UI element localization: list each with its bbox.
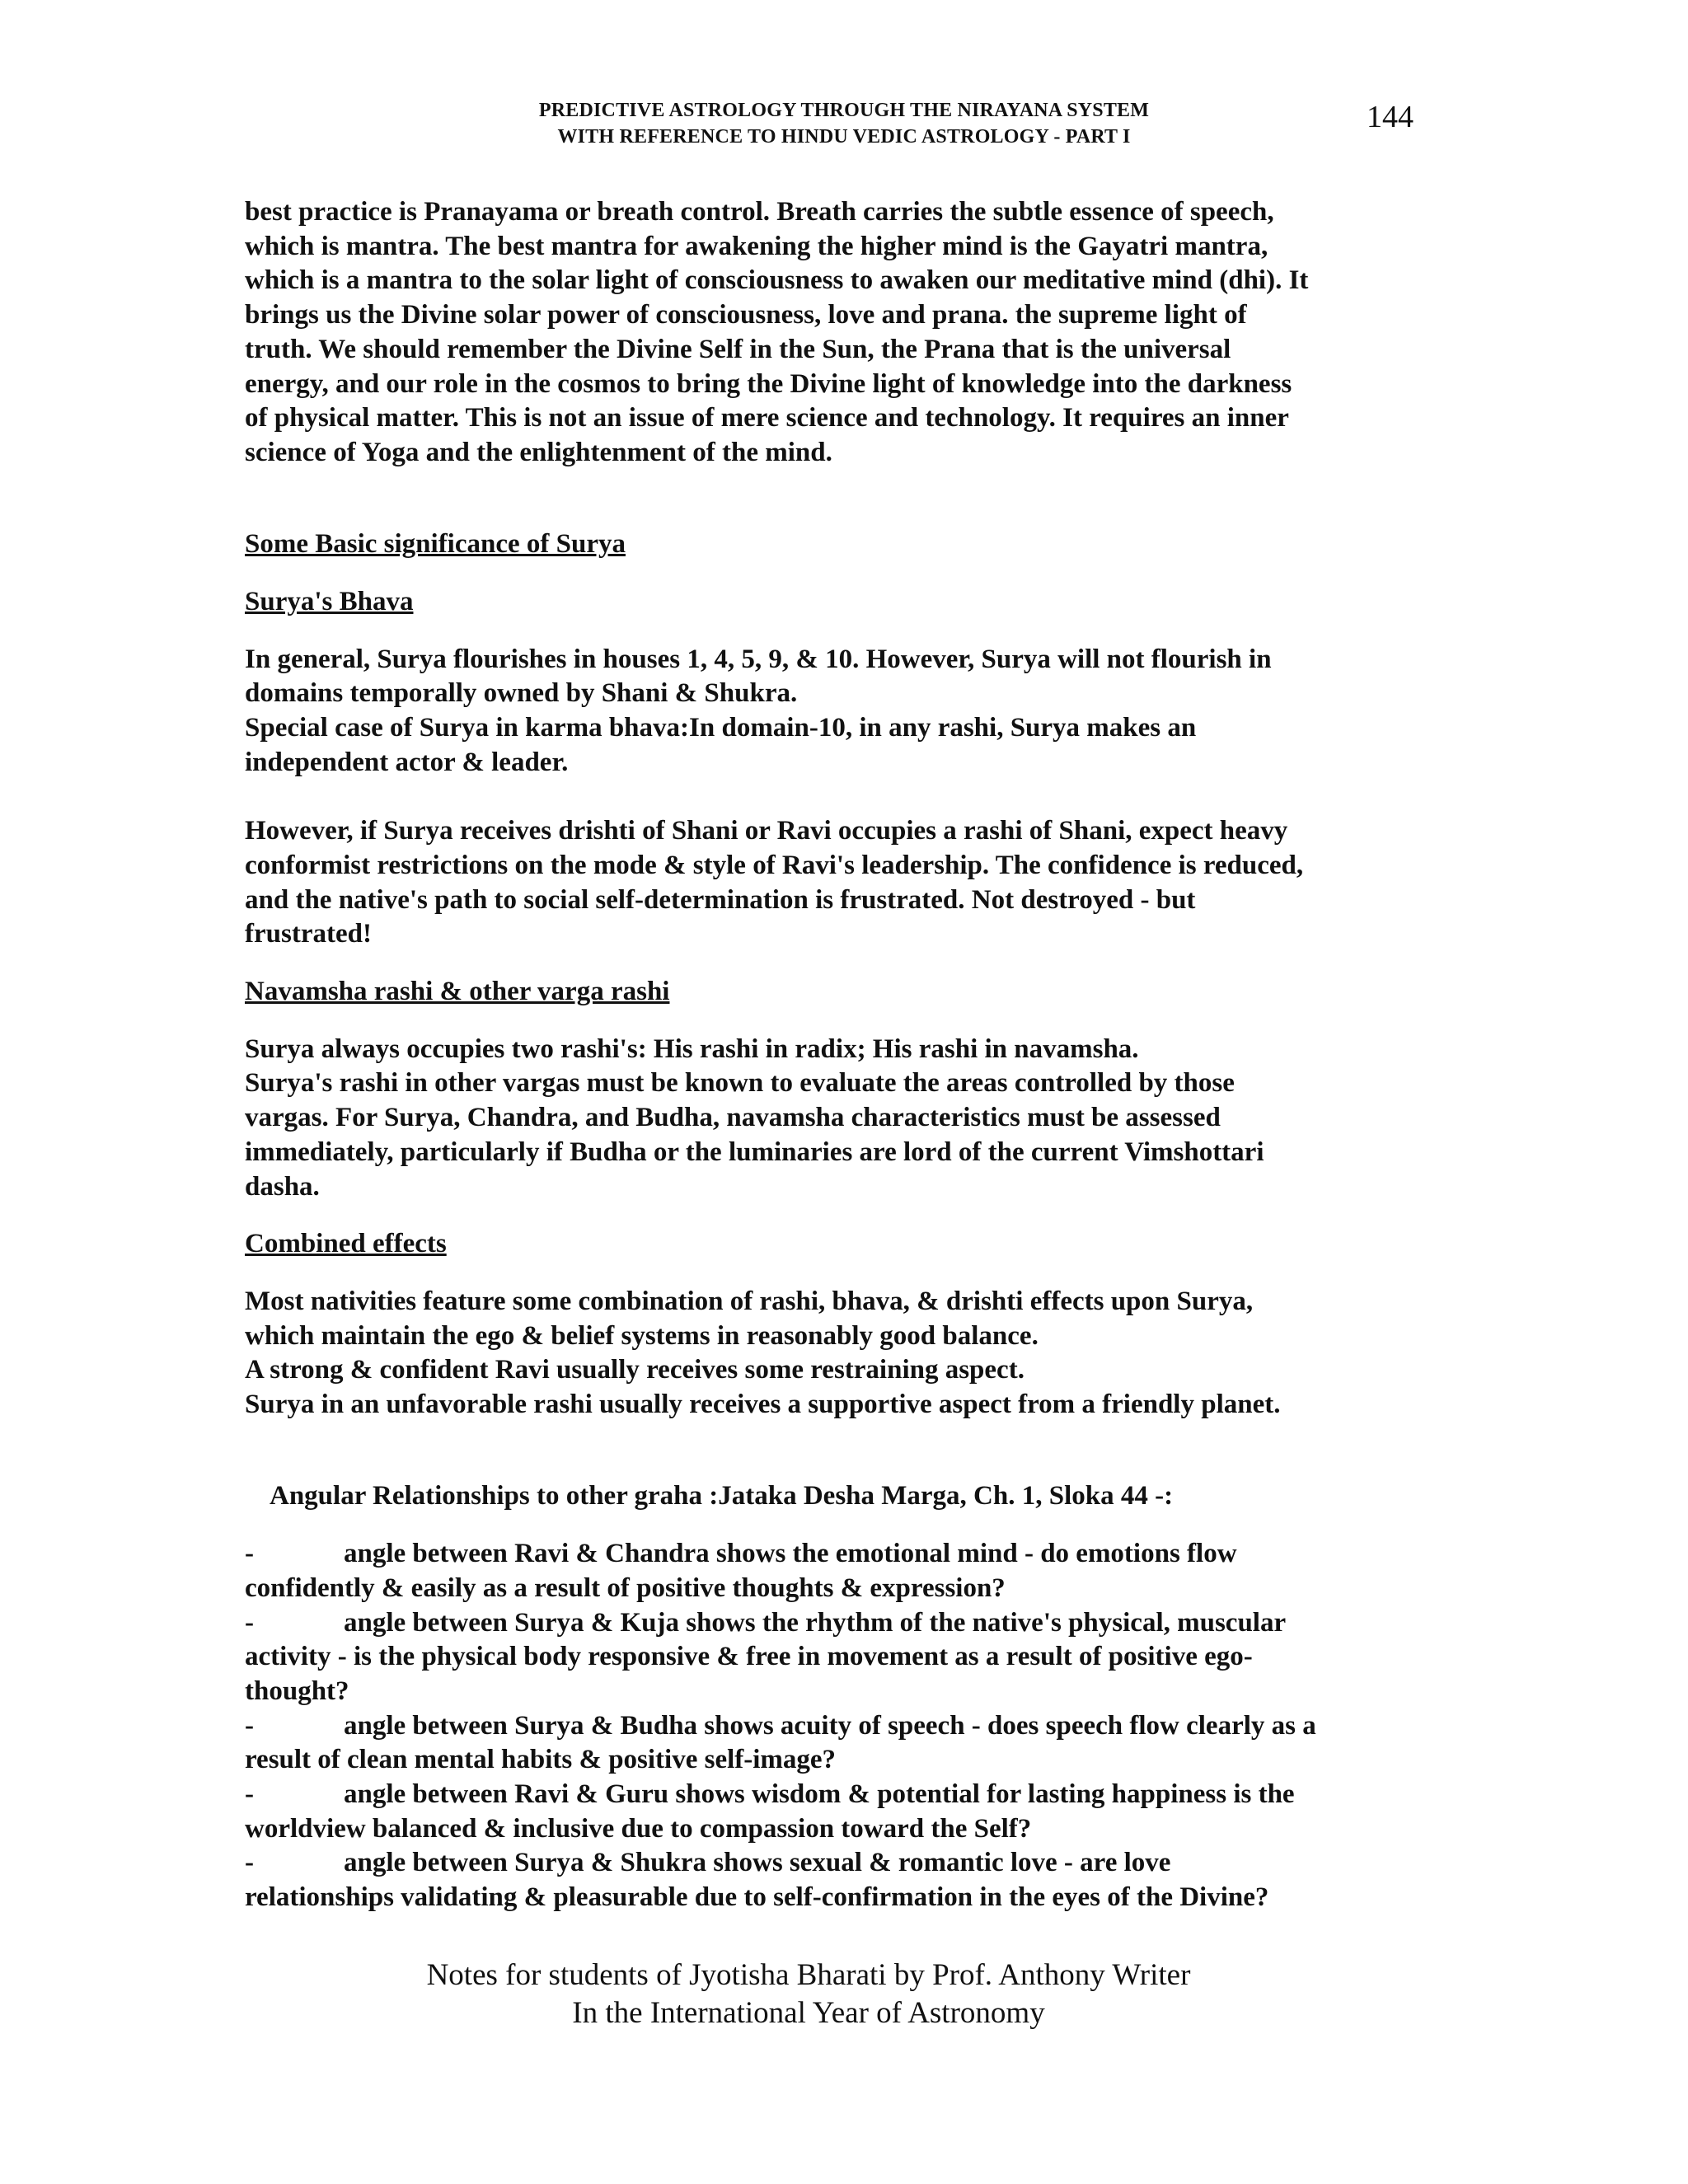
text-line: Surya always occupies two rashi's: His rashi in radix; His rashi in navamsha. — [245, 1033, 1139, 1064]
header-title-line-1: PREDICTIVE ASTROLOGY THROUGH THE NIRAYANA SYSTEM — [538, 100, 1150, 121]
text-line: In general, Surya flourishes in houses 1, 4, 5, 9, & 10. However, Surya will not flourish in — [245, 644, 1272, 674]
list-dash: - — [245, 1710, 254, 1741]
text-line: energy, and our role in the cosmos to bring the Divine light of knowledge into the darkness — [245, 368, 1292, 399]
text-line: domains temporally owned by Shani & Shukra. — [245, 678, 798, 709]
spacer — [245, 1514, 1432, 1537]
list-item — [245, 1778, 1432, 1846]
text-line: truth. We should remember the Divine Self in the Sun, the Prana that is the universal — [245, 334, 1231, 364]
text-line: which maintain the ego & belief systems in reasonably good balance. — [245, 1320, 1039, 1351]
list-item-first-line — [245, 1606, 1432, 1641]
page-number: 144 — [1367, 100, 1414, 134]
text-line: Special case of Surya in karma bhava:In domain-10, in any rashi, Surya makes an — [245, 713, 1197, 743]
text-line: vargas. For Surya, Chandra, and Budha, navamsha characteristics must be assessed — [245, 1103, 1221, 1133]
section-heading-basic-significance: Some Basic significance of Surya — [245, 529, 626, 560]
spacer — [245, 471, 1432, 505]
header-title-line-2: WITH REFERENCE TO HINDU VEDIC ASTROLOGY - PART I — [557, 126, 1131, 148]
text-line: independent actor & leader. — [245, 747, 569, 777]
list-dash: - — [245, 1539, 254, 1569]
bhava-paragraph-1 — [245, 643, 1432, 780]
spacer — [245, 1422, 1432, 1457]
text-line: dasha. — [245, 1171, 320, 1202]
list-item-text: angle between Ravi & Guru shows wisdom & potential for lasting happiness is the — [344, 1779, 1295, 1810]
spacer — [245, 620, 1432, 643]
spacer — [245, 1010, 1432, 1033]
page-body — [245, 195, 1432, 1915]
list-item — [245, 1709, 1432, 1778]
list-dash: - — [245, 1848, 254, 1878]
text-line: frustrated! — [245, 919, 372, 949]
text-line: immediately, particularly if Budha or the luminaries are lord of the current Vimshottari — [245, 1137, 1264, 1167]
text-line: brings us the Divine solar power of consciousness, love and prana. the supreme light of — [245, 300, 1247, 330]
text-line: result of clean mental habits & positive self-image? — [245, 1745, 837, 1775]
text-line: Surya's rashi in other vargas must be known to evaluate the areas controlled by those — [245, 1068, 1235, 1099]
section-heading-navamsha: Navamsha rashi & other varga rashi — [245, 977, 670, 1007]
spacer — [245, 504, 1432, 527]
text-line: Surya in an unfavorable rashi usually receives a supportive aspect from a friendly planet. — [245, 1390, 1281, 1420]
angular-relationships-list — [245, 1537, 1432, 1915]
text-line: science of Yoga and the enlightenment of the mind. — [245, 437, 832, 467]
combined-effects-paragraph — [245, 1285, 1432, 1422]
text-line: Most nativities feature some combination of rashi, bhava, & drishti effects upon Surya, — [245, 1286, 1254, 1316]
spacer — [245, 780, 1432, 815]
text-line: which is mantra. The best mantra for awakening the higher mind is the Gayatri mantra, — [245, 231, 1268, 261]
text-line: worldview balanced & inclusive due to compassion toward the Self? — [245, 1813, 1032, 1844]
list-item-text: angle between Surya & Kuja shows the rhythm of the native's physical, muscular — [344, 1607, 1287, 1638]
list-item-text: angle between Ravi & Chandra shows the emotional mind - do emotions flow — [344, 1539, 1237, 1569]
text-line: relationships validating & pleasurable due to self-confirmation in the eyes of the Divine? — [245, 1882, 1269, 1913]
list-item-text: angle between Surya & Shukra shows sexual & romantic love - are love — [344, 1848, 1171, 1878]
list-item-first-line — [245, 1537, 1432, 1572]
text-line: confidently & easily as a result of positive thoughts & expression? — [245, 1572, 1006, 1603]
running-header — [0, 97, 1688, 150]
list-item-first-line — [245, 1778, 1432, 1812]
spacer — [245, 1456, 1432, 1479]
list-item-first-line — [245, 1846, 1432, 1881]
footer-line-1: Notes for students of Jyotisha Bharati by Prof. Anthony Writer — [426, 1958, 1191, 1992]
section-heading-bhava: Surya's Bhava — [245, 587, 414, 617]
list-item-text: angle between Surya & Budha shows acuity of speech - does speech flow clearly as a — [344, 1710, 1316, 1741]
spacer — [245, 562, 1432, 585]
running-footer — [0, 1957, 1617, 2032]
footer-line-2: In the International Year of Astronomy — [572, 1996, 1045, 2030]
intro-paragraph — [245, 195, 1432, 471]
text-line: of physical matter. This is not an issue of mere science and technology. It requires an inner — [245, 403, 1289, 434]
text-line: A strong & confident Ravi usually receives some restraining aspect. — [245, 1355, 1025, 1385]
section-heading-combined-effects: Combined effects — [245, 1229, 447, 1259]
text-line: However, if Surya receives drishti of Shani or Ravi occupies a rashi of Shani, expect heavy — [245, 816, 1288, 846]
spacer — [245, 1204, 1432, 1227]
text-line: and the native's path to social self-determination is frustrated. Not destroyed - but — [245, 884, 1196, 915]
list-dash: - — [245, 1607, 254, 1638]
section-heading-angular-relationships: Angular Relationships to other graha :Jataka Desha Marga, Ch. 1, Sloka 44 -: — [270, 1481, 1174, 1511]
text-line: best practice is Pranayama or breath control. Breath carries the subtle essence of speech, — [245, 197, 1274, 227]
navamsha-paragraph — [245, 1033, 1432, 1205]
text-line: activity - is the physical body responsive & free in movement as a result of positive ego- — [245, 1642, 1253, 1672]
text-line: conformist restrictions on the mode & style of Ravi's leadership. The confidence is reduced, — [245, 850, 1304, 880]
spacer — [245, 952, 1432, 975]
list-item — [245, 1606, 1432, 1709]
text-line: thought? — [245, 1675, 349, 1706]
list-dash: - — [245, 1779, 254, 1810]
list-item-first-line — [245, 1709, 1432, 1744]
list-item — [245, 1846, 1432, 1915]
spacer — [245, 1262, 1432, 1285]
text-line: which is a mantra to the solar light of consciousness to awaken our meditative mind (dhi). It — [245, 265, 1309, 296]
bhava-paragraph-2 — [245, 814, 1432, 952]
list-item — [245, 1537, 1432, 1605]
